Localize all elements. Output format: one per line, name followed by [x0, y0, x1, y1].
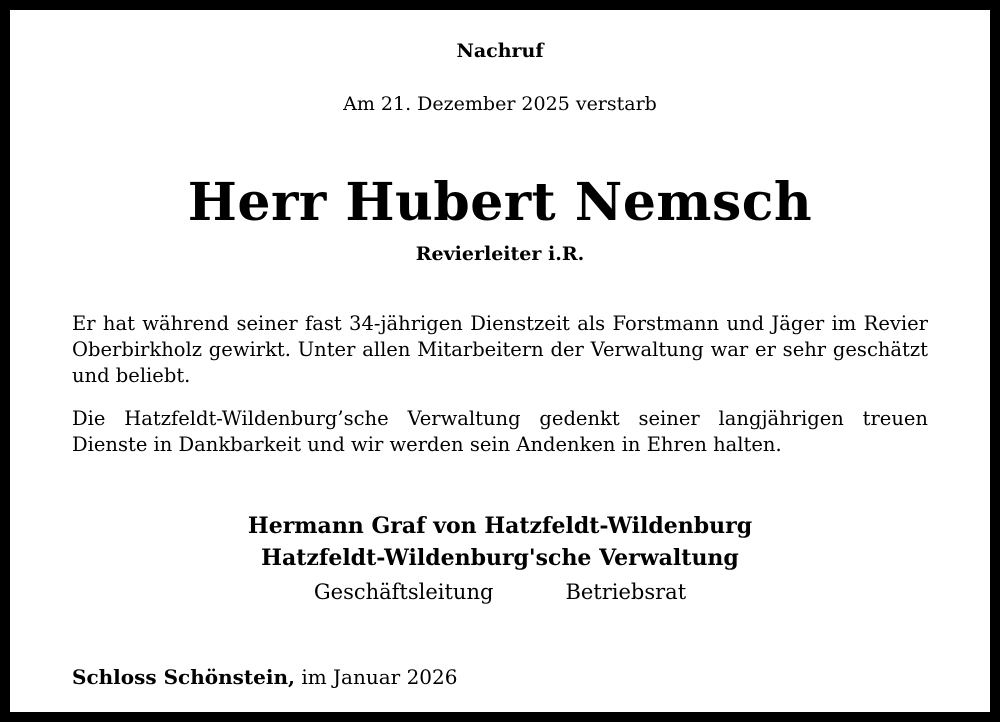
departments-row: [0, 580, 1000, 604]
footer-line: [72, 665, 457, 689]
department-works-council: Betriebsrat: [565, 580, 687, 604]
signer-name: Hermann Graf von Hatzfeldt-Wildenburg: [247, 513, 753, 539]
deceased-name: Herr Hubert Nemsch: [187, 172, 813, 233]
signer-organization: Hatzfeldt-Wildenburg'sche Verwaltung: [261, 545, 739, 571]
tribute-paragraph-1: Er hat während seiner fast 34-jährigen Dienstzeit als Forstmann und Jäger im Revier Oberbirkholz gewirkt. Unter allen Mitarbeitern der Verwaltung war er sehr geschätzt und beliebt.: [72, 312, 928, 387]
death-announcement-line: Am 21. Dezember 2025 verstarb: [343, 93, 657, 115]
tribute-paragraph-2: Die Hatzfeldt-Wildenburg’sche Verwaltung gedenkt seiner langjährigen treuen Dienste in Dankbarkeit und wir werden sein Andenken in Ehren halten.: [72, 407, 928, 456]
deceased-title: Revierleiter i.R.: [415, 243, 585, 265]
notice-heading: Nachruf: [456, 40, 544, 62]
footer-date: im Januar 2026: [301, 665, 458, 689]
department-management: Geschäftsleitung: [313, 580, 494, 604]
footer-place: Schloss Schönstein,: [72, 665, 295, 689]
